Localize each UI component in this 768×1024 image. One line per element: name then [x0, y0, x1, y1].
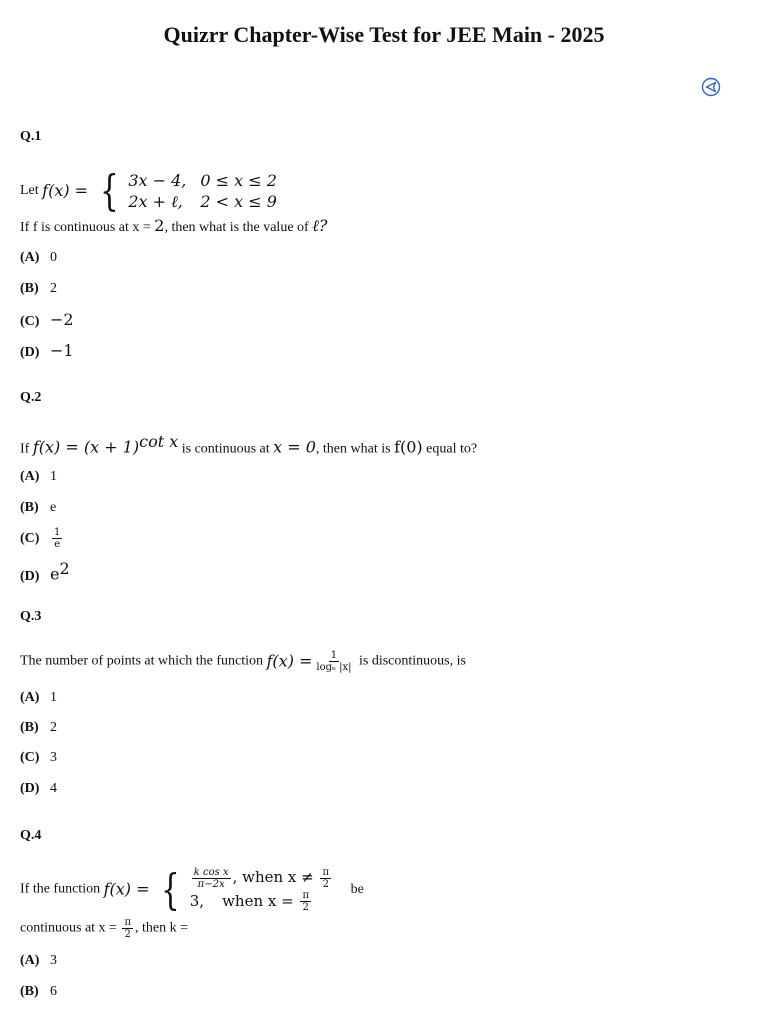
q4-stem-text-2: , then k = [135, 920, 189, 936]
option-letter: (A) [20, 953, 40, 968]
fraction-denominator: π−2x [197, 878, 225, 890]
question-label-3: Q.3 [20, 609, 42, 624]
q1-case2-expr: 2x + ℓ, [128, 191, 183, 211]
option-value: 2 [50, 281, 57, 296]
q3-option-c[interactable] [20, 749, 57, 767]
option-letter: (D) [20, 568, 40, 584]
option-value: 3 [50, 953, 57, 968]
q4-func: f(x) = [103, 879, 150, 899]
question-4-stem [20, 917, 188, 940]
fraction-denominator: logₑ |x| [316, 662, 352, 673]
option-value: 2 [50, 720, 57, 735]
q1-case1-expr: 3x − 4, [128, 170, 187, 190]
q4-case-1 [190, 866, 333, 890]
option-letter: (D) [20, 781, 40, 796]
q3-option-a[interactable] [20, 689, 57, 707]
q2-stem-math-3: f(0) [394, 437, 423, 457]
q1-func: f(x) = [42, 181, 89, 200]
question-label-4: Q.4 [20, 828, 42, 843]
q4-case2-when: when x = [222, 891, 294, 910]
q4-option-a[interactable] [20, 952, 57, 970]
left-brace: { [99, 166, 119, 215]
question-label-1: Q.1 [20, 129, 42, 144]
question-1-definition [20, 166, 277, 215]
q2-option-a[interactable] [20, 468, 57, 486]
q1-piecewise [92, 166, 277, 215]
option-letter: (B) [20, 500, 39, 515]
fraction-denominator: 2 [322, 878, 329, 890]
q1-option-c[interactable] [20, 311, 74, 331]
q4-case1-when: , when x ≠ [232, 868, 314, 886]
q4-piecewise [153, 866, 333, 913]
q3-fraction [314, 650, 353, 673]
question-label-2: Q.2 [20, 390, 42, 405]
fraction-denominator: 2 [302, 902, 309, 913]
q4-case-2 [190, 890, 333, 914]
q2-stem-math-2: x = 0 [273, 437, 316, 457]
q4-lead: If the function [20, 881, 101, 897]
fraction-numerator: k cos x [193, 866, 229, 878]
option-fraction [52, 527, 62, 550]
q2-stem-exponent: cot x [139, 432, 179, 451]
option-value: e [50, 500, 57, 515]
q3-option-b[interactable] [20, 719, 57, 737]
option-letter: (D) [20, 345, 40, 360]
q4-stem-text-1: continuous at x = [20, 920, 121, 936]
fraction-numerator: 1 [54, 527, 61, 538]
q2-stem-text-3: , then what is [315, 441, 395, 457]
option-letter: (B) [20, 984, 39, 999]
option-value: 1 [50, 469, 57, 484]
q1-cases [128, 171, 277, 212]
question-1-stem [20, 217, 327, 237]
q2-stem-text-1: If [20, 441, 33, 457]
option-letter: (C) [20, 750, 40, 765]
option-letter: (B) [20, 281, 39, 296]
option-letter: (A) [20, 469, 40, 484]
q2-stem-math-1: f(x) = (x + 1) [32, 437, 140, 457]
q2-option-c[interactable] [20, 527, 64, 550]
q1-option-b[interactable] [20, 280, 57, 298]
page-title: Quizrr Chapter-Wise Test for JEE Main - 2025 [163, 22, 605, 47]
question-2-stem [20, 433, 477, 459]
q1-case1-cond: 0 ≤ x ≤ 2 [200, 170, 277, 190]
left-brace: { [161, 864, 180, 914]
fraction-denominator: 2 [124, 929, 131, 940]
q4-case2-expr: 3, [189, 891, 205, 910]
option-value: −1 [50, 341, 74, 360]
fraction-numerator: π [124, 917, 132, 928]
option-value: 4 [50, 781, 57, 796]
option-value: 6 [50, 984, 57, 999]
option-value: 1 [50, 690, 57, 705]
q4-tail: be [350, 881, 364, 897]
q3-option-d[interactable] [20, 780, 57, 798]
q1-option-a[interactable] [20, 249, 57, 267]
q1-stem-text-1: If f is continuous at x = [20, 220, 155, 235]
q1-option-d[interactable] [20, 342, 74, 362]
option-exponent: 2 [59, 559, 70, 578]
option-letter: (B) [20, 720, 39, 735]
q3-stem-text-2: is discontinuous, is [355, 653, 466, 669]
fraction-denominator: e [54, 539, 61, 550]
option-value: e [50, 564, 60, 584]
q1-lead: Let [20, 183, 39, 198]
option-letter: (A) [20, 690, 40, 705]
option-letter: (C) [20, 530, 40, 546]
fraction-numerator: 1 [330, 650, 338, 661]
q1-stem-text-2: , then what is the value of [164, 220, 313, 235]
option-value: −2 [50, 310, 74, 329]
option-value: 0 [50, 250, 57, 265]
question-4-definition [20, 866, 364, 913]
q4-cases [190, 866, 333, 913]
q3-stem-math-1: f(x) = [266, 651, 313, 671]
q2-stem-text-4: equal to? [422, 441, 478, 457]
q1-stem-math-2: ℓ? [312, 216, 328, 235]
option-value: 3 [50, 750, 57, 765]
option-letter: (A) [20, 250, 40, 265]
fraction-numerator: π [322, 866, 330, 878]
fraction-numerator: π [302, 890, 310, 901]
q2-stem-text-2: is continuous at [178, 441, 274, 457]
q4-option-b[interactable] [20, 983, 57, 1001]
q1-case2-cond: 2 < x ≤ 9 [200, 191, 277, 211]
share-icon[interactable] [701, 77, 721, 97]
q1-stem-math-1: 2 [154, 216, 165, 235]
option-letter: (C) [20, 314, 40, 329]
q2-option-d[interactable] [20, 560, 70, 586]
question-3-stem [20, 650, 466, 673]
q2-option-b[interactable] [20, 499, 56, 517]
q3-stem-text-1: The number of points at which the function [20, 653, 267, 669]
